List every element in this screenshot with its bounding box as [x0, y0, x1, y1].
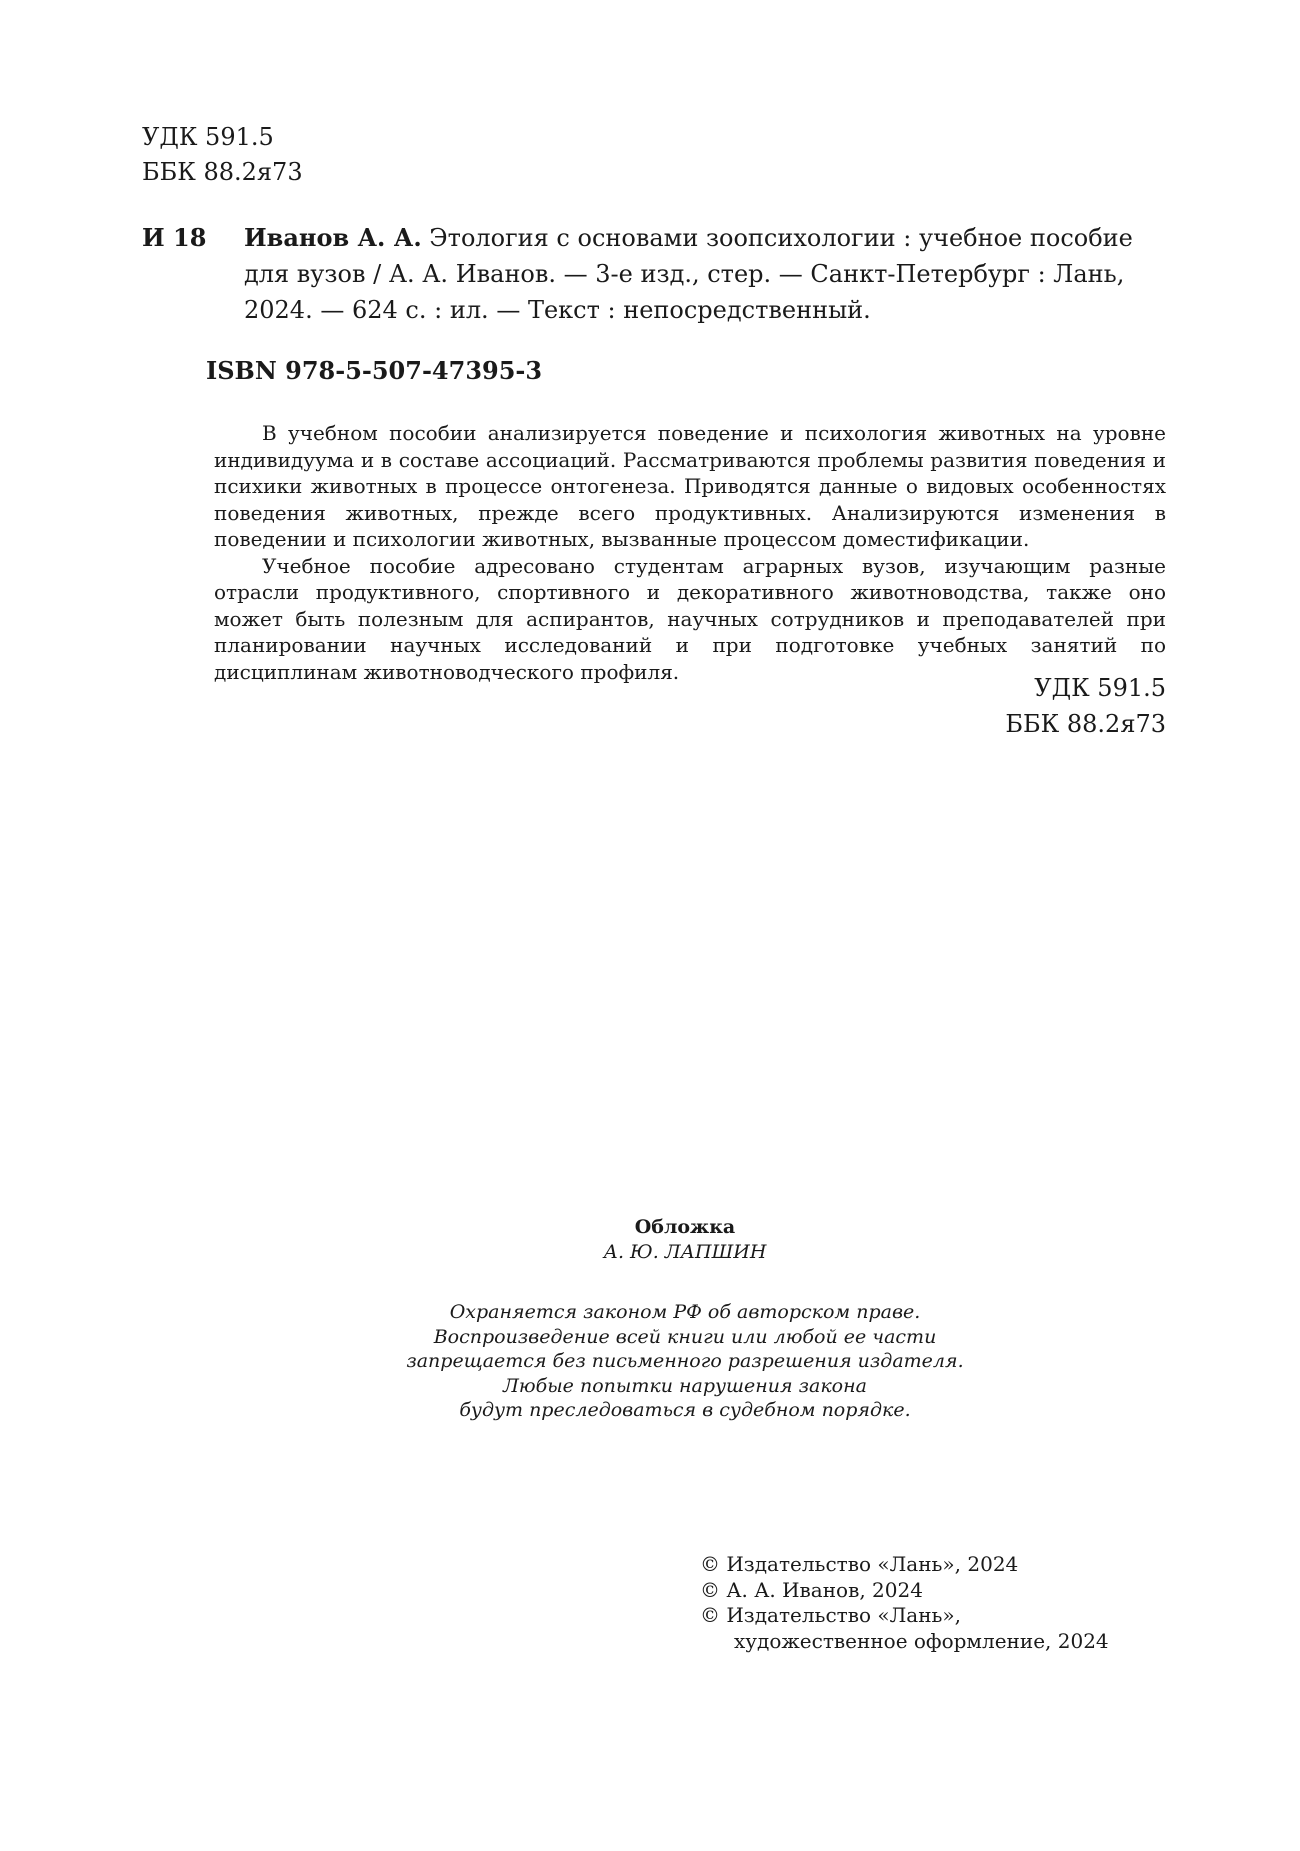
udk-code-bottom: УДК 591.5 — [1034, 674, 1166, 702]
copyright-notice-line: запрещается без письменного разрешения издателя. — [406, 1350, 964, 1373]
classification-codes-top — [142, 120, 303, 190]
classification-codes-bottom — [1005, 670, 1166, 742]
cover-designer: А. Ю. ЛАПШИН — [603, 1241, 767, 1263]
cover-credit — [0, 1215, 1300, 1265]
udk-code: УДК 591.5 — [142, 123, 274, 151]
bbk-code-bottom: ББК 88.2я73 — [1005, 710, 1166, 738]
copyright-line: © А. А. Иванов, 2024 — [700, 1577, 923, 1602]
abstract — [214, 420, 1166, 685]
copyright-notice-line: будут преследоваться в судебном порядке. — [459, 1399, 911, 1422]
bibliographic-record — [142, 220, 1172, 328]
copyright-line: художественное оформление, 2024 — [734, 1628, 1109, 1653]
author-name: Иванов А. А. — [244, 223, 422, 252]
bibliographic-description: Этология с основами зоопсихологии : учебное пособие для вузов / А. А. Иванов. — 3-е изд., стер. — Санкт-Петербург : Лань, 2024. — 624 с. : ил. — Текст : непосредственный. — [244, 224, 1133, 324]
copyright-notice — [0, 1300, 1300, 1423]
bibliographic-description-block — [244, 220, 1172, 328]
cover-label: Обложка — [634, 1216, 736, 1238]
copyright-notice-line: Любые попытки нарушения закона — [503, 1374, 867, 1397]
isbn: ISBN 978-5-507-47395-3 — [206, 356, 543, 385]
abstract-paragraph-2: Учебное пособие адресовано студентам аграрных вузов, изучающим разные отрасли продуктивного, спортивного и декоративного животноводства, также оно может быть полезным для аспирантов, научных сотрудников и преподавателей при планировании научных исследований и при подготовке учебных занятий по дисциплинам животноводческого профиля. — [214, 553, 1166, 684]
copyright-line: © Издательство «Лань», — [700, 1603, 962, 1627]
copyright-line: © Издательство «Лань», 2024 — [700, 1552, 1019, 1576]
copyright-holders — [700, 1552, 1109, 1654]
author-mark: И 18 — [142, 223, 207, 252]
copyright-notice-line: Воспроизведение всей книги или любой ее части — [433, 1325, 937, 1348]
abstract-paragraph-1: В учебном пособии анализируется поведение и психология животных на уровне индивидуума и в составе ассоциаций. Рассматриваются проблемы развития поведения и психики животных в процессе онтогенеза. Приводятся данные о видовых особенностях поведения животных, прежде всего продуктивных. Анализируются изменения в поведении и психологии животных, вызванные процессом доместификации. — [214, 421, 1166, 551]
copyright-notice-line: Охраняется законом РФ об авторском праве. — [449, 1301, 921, 1323]
bbk-code: ББК 88.2я73 — [142, 158, 303, 186]
